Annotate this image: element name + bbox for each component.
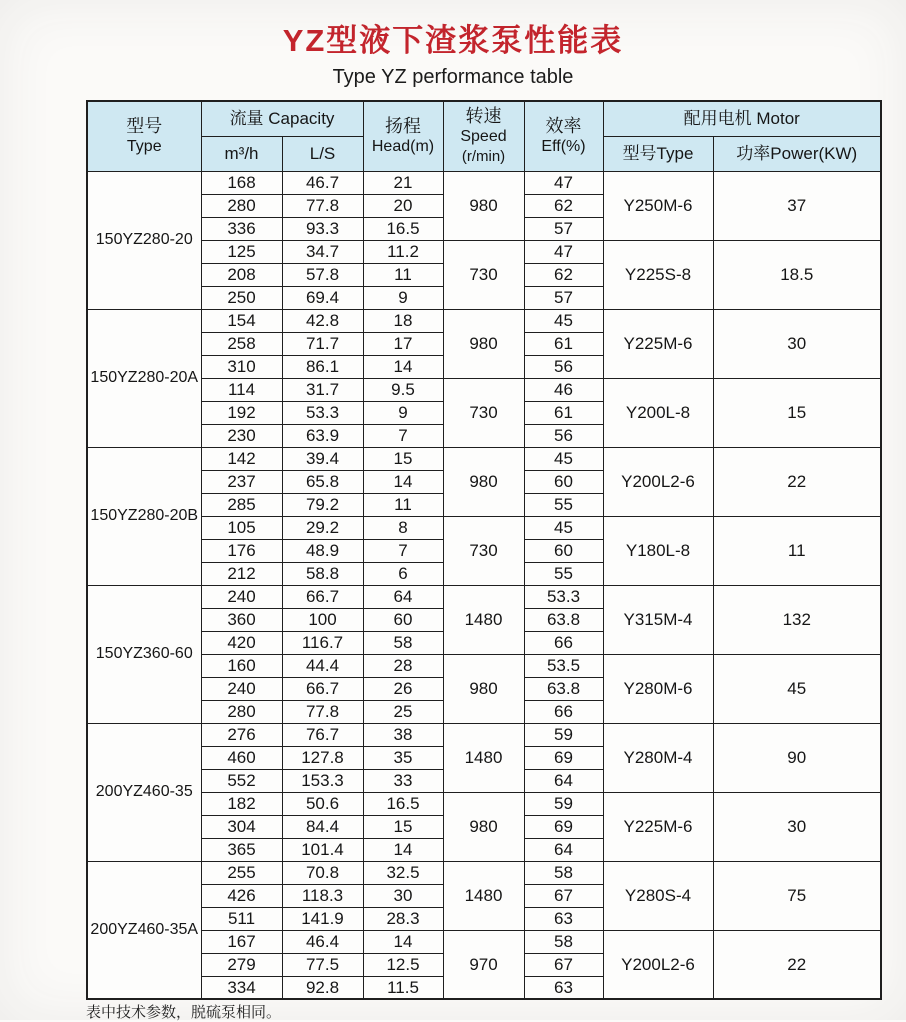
- speed-cell: 1480: [443, 861, 524, 930]
- capacity-m3h-cell: 511: [201, 907, 282, 930]
- motor-power-cell: 30: [713, 792, 881, 861]
- head-cell: 11.5: [363, 976, 443, 999]
- eff-cell: 69: [524, 815, 603, 838]
- header-speed-unit: (r/min): [461, 148, 506, 166]
- capacity-m3h-cell: 160: [201, 654, 282, 677]
- header-head-en: Head(m): [371, 138, 435, 156]
- model-cell: 150YZ280-20B: [87, 447, 201, 585]
- capacity-ls-cell: 153.3: [282, 769, 363, 792]
- motor-type-cell: Y200L2-6: [603, 930, 713, 999]
- model-cell: 150YZ360-60: [87, 585, 201, 723]
- table-row: [87, 654, 881, 677]
- head-cell: 12.5: [363, 953, 443, 976]
- motor-type-cell: Y315M-4: [603, 585, 713, 654]
- capacity-m3h-cell: 334: [201, 976, 282, 999]
- speed-cell: 980: [443, 309, 524, 378]
- eff-cell: 45: [524, 516, 603, 539]
- capacity-ls-cell: 92.8: [282, 976, 363, 999]
- eff-cell: 47: [524, 240, 603, 263]
- speed-cell: 980: [443, 654, 524, 723]
- capacity-ls-cell: 101.4: [282, 838, 363, 861]
- motor-type-cell: Y225M-6: [603, 309, 713, 378]
- eff-cell: 45: [524, 447, 603, 470]
- table-row: [87, 378, 881, 401]
- eff-cell: 63.8: [524, 608, 603, 631]
- capacity-ls-cell: 93.3: [282, 217, 363, 240]
- footnote: 表中技术参数，脱硫泵相同。: [86, 1004, 282, 1021]
- capacity-m3h-cell: 426: [201, 884, 282, 907]
- capacity-ls-cell: 118.3: [282, 884, 363, 907]
- capacity-ls-cell: 66.7: [282, 585, 363, 608]
- capacity-ls-cell: 34.7: [282, 240, 363, 263]
- head-cell: 30: [363, 884, 443, 907]
- motor-type-cell: Y180L-8: [603, 516, 713, 585]
- table-header: [87, 101, 881, 171]
- capacity-ls-cell: 63.9: [282, 424, 363, 447]
- table-row: [87, 516, 881, 539]
- capacity-m3h-cell: 142: [201, 447, 282, 470]
- head-cell: 11.2: [363, 240, 443, 263]
- head-cell: 35: [363, 746, 443, 769]
- capacity-m3h-cell: 154: [201, 309, 282, 332]
- capacity-m3h-cell: 460: [201, 746, 282, 769]
- motor-power-cell: 22: [713, 930, 881, 999]
- model-cell: 150YZ280-20: [87, 171, 201, 309]
- eff-cell: 63: [524, 907, 603, 930]
- capacity-ls-cell: 127.8: [282, 746, 363, 769]
- head-cell: 18: [363, 309, 443, 332]
- motor-power-cell: 11: [713, 516, 881, 585]
- motor-power-cell: 30: [713, 309, 881, 378]
- capacity-m3h-cell: 237: [201, 470, 282, 493]
- table-row: [87, 792, 881, 815]
- header-motor: 配用电机 Motor: [603, 101, 881, 136]
- speed-cell: 1480: [443, 585, 524, 654]
- head-cell: 7: [363, 539, 443, 562]
- capacity-m3h-cell: 258: [201, 332, 282, 355]
- header-type: [87, 101, 201, 171]
- capacity-ls-cell: 84.4: [282, 815, 363, 838]
- eff-cell: 56: [524, 424, 603, 447]
- eff-cell: 69: [524, 746, 603, 769]
- eff-cell: 59: [524, 723, 603, 746]
- motor-power-cell: 132: [713, 585, 881, 654]
- capacity-m3h-cell: 280: [201, 194, 282, 217]
- capacity-m3h-cell: 208: [201, 263, 282, 286]
- capacity-ls-cell: 65.8: [282, 470, 363, 493]
- head-cell: 15: [363, 447, 443, 470]
- head-cell: 38: [363, 723, 443, 746]
- eff-cell: 47: [524, 171, 603, 194]
- capacity-m3h-cell: 365: [201, 838, 282, 861]
- speed-cell: 980: [443, 447, 524, 516]
- capacity-ls-cell: 46.4: [282, 930, 363, 953]
- eff-cell: 61: [524, 332, 603, 355]
- capacity-ls-cell: 71.7: [282, 332, 363, 355]
- capacity-m3h-cell: 176: [201, 539, 282, 562]
- capacity-m3h-cell: 212: [201, 562, 282, 585]
- speed-cell: 1480: [443, 723, 524, 792]
- head-cell: 28: [363, 654, 443, 677]
- head-cell: 14: [363, 470, 443, 493]
- capacity-ls-cell: 42.8: [282, 309, 363, 332]
- capacity-m3h-cell: 192: [201, 401, 282, 424]
- model-cell: 200YZ460-35A: [87, 861, 201, 999]
- capacity-ls-cell: 29.2: [282, 516, 363, 539]
- model-cell: 150YZ280-20A: [87, 309, 201, 447]
- model-cell: 200YZ460-35: [87, 723, 201, 861]
- motor-power-cell: 90: [713, 723, 881, 792]
- capacity-ls-cell: 31.7: [282, 378, 363, 401]
- capacity-ls-cell: 77.8: [282, 700, 363, 723]
- eff-cell: 46: [524, 378, 603, 401]
- capacity-m3h-cell: 255: [201, 861, 282, 884]
- header-capacity-m3h: m³/h: [201, 136, 282, 171]
- head-cell: 58: [363, 631, 443, 654]
- capacity-ls-cell: 44.4: [282, 654, 363, 677]
- motor-power-cell: 37: [713, 171, 881, 240]
- head-cell: 8: [363, 516, 443, 539]
- speed-cell: 730: [443, 240, 524, 309]
- eff-cell: 64: [524, 838, 603, 861]
- head-cell: 26: [363, 677, 443, 700]
- capacity-ls-cell: 77.8: [282, 194, 363, 217]
- eff-cell: 57: [524, 217, 603, 240]
- performance-table-wrap: [86, 100, 882, 1000]
- capacity-m3h-cell: 279: [201, 953, 282, 976]
- eff-cell: 61: [524, 401, 603, 424]
- motor-power-cell: 45: [713, 654, 881, 723]
- head-cell: 16.5: [363, 792, 443, 815]
- head-cell: 9.5: [363, 378, 443, 401]
- table-row: [87, 930, 881, 953]
- header-speed: [443, 101, 524, 171]
- header-eff-en: Eff(%): [541, 138, 586, 156]
- capacity-m3h-cell: 420: [201, 631, 282, 654]
- capacity-ls-cell: 100: [282, 608, 363, 631]
- page-title: YZ型液下渣浆泵性能表: [282, 23, 624, 58]
- speed-cell: 730: [443, 378, 524, 447]
- capacity-ls-cell: 141.9: [282, 907, 363, 930]
- head-cell: 7: [363, 424, 443, 447]
- table-row: [87, 309, 881, 332]
- table-row: [87, 447, 881, 470]
- header-eff: [524, 101, 603, 171]
- motor-power-cell: 18.5: [713, 240, 881, 309]
- head-cell: 64: [363, 585, 443, 608]
- eff-cell: 60: [524, 539, 603, 562]
- head-cell: 9: [363, 401, 443, 424]
- head-cell: 16.5: [363, 217, 443, 240]
- capacity-ls-cell: 76.7: [282, 723, 363, 746]
- head-cell: 11: [363, 263, 443, 286]
- head-cell: 17: [363, 332, 443, 355]
- capacity-m3h-cell: 276: [201, 723, 282, 746]
- head-cell: 14: [363, 355, 443, 378]
- eff-cell: 55: [524, 493, 603, 516]
- table-row: [87, 861, 881, 884]
- head-cell: 25: [363, 700, 443, 723]
- capacity-ls-cell: 48.9: [282, 539, 363, 562]
- motor-type-cell: Y200L-8: [603, 378, 713, 447]
- capacity-m3h-cell: 304: [201, 815, 282, 838]
- motor-type-cell: Y250M-6: [603, 171, 713, 240]
- eff-cell: 64: [524, 769, 603, 792]
- motor-type-cell: Y225M-6: [603, 792, 713, 861]
- head-cell: 14: [363, 930, 443, 953]
- table-body: [87, 171, 881, 999]
- capacity-ls-cell: 57.8: [282, 263, 363, 286]
- eff-cell: 67: [524, 953, 603, 976]
- capacity-ls-cell: 69.4: [282, 286, 363, 309]
- head-cell: 60: [363, 608, 443, 631]
- header-capacity: 流量 Capacity: [201, 101, 363, 136]
- header-head-zh: 扬程: [385, 116, 421, 137]
- head-cell: 21: [363, 171, 443, 194]
- capacity-ls-cell: 70.8: [282, 861, 363, 884]
- eff-cell: 62: [524, 263, 603, 286]
- motor-power-cell: 22: [713, 447, 881, 516]
- capacity-ls-cell: 46.7: [282, 171, 363, 194]
- motor-type-cell: Y200L2-6: [603, 447, 713, 516]
- speed-cell: 980: [443, 792, 524, 861]
- capacity-ls-cell: 53.3: [282, 401, 363, 424]
- speed-cell: 730: [443, 516, 524, 585]
- capacity-m3h-cell: 285: [201, 493, 282, 516]
- header-motor-power: 功率Power(KW): [713, 136, 881, 171]
- motor-power-cell: 75: [713, 861, 881, 930]
- capacity-m3h-cell: 250: [201, 286, 282, 309]
- capacity-ls-cell: 79.2: [282, 493, 363, 516]
- eff-cell: 62: [524, 194, 603, 217]
- head-cell: 11: [363, 493, 443, 516]
- capacity-ls-cell: 58.8: [282, 562, 363, 585]
- head-cell: 14: [363, 838, 443, 861]
- eff-cell: 55: [524, 562, 603, 585]
- eff-cell: 45: [524, 309, 603, 332]
- capacity-ls-cell: 116.7: [282, 631, 363, 654]
- motor-type-cell: Y225S-8: [603, 240, 713, 309]
- eff-cell: 66: [524, 700, 603, 723]
- capacity-m3h-cell: 240: [201, 585, 282, 608]
- header-type-zh: 型号: [126, 116, 163, 137]
- eff-cell: 57: [524, 286, 603, 309]
- eff-cell: 53.3: [524, 585, 603, 608]
- head-cell: 28.3: [363, 907, 443, 930]
- capacity-ls-cell: 86.1: [282, 355, 363, 378]
- header-motor-type: 型号Type: [603, 136, 713, 171]
- table-row: [87, 171, 881, 194]
- header-speed-zh: 转速: [465, 106, 502, 127]
- head-cell: 6: [363, 562, 443, 585]
- capacity-ls-cell: 39.4: [282, 447, 363, 470]
- header-capacity-ls: L/S: [282, 136, 363, 171]
- motor-type-cell: Y280S-4: [603, 861, 713, 930]
- capacity-m3h-cell: 114: [201, 378, 282, 401]
- capacity-m3h-cell: 167: [201, 930, 282, 953]
- motor-type-cell: Y280M-4: [603, 723, 713, 792]
- header-head: [363, 101, 443, 171]
- capacity-m3h-cell: 125: [201, 240, 282, 263]
- title-block: [0, 0, 906, 89]
- capacity-m3h-cell: 280: [201, 700, 282, 723]
- capacity-ls-cell: 77.5: [282, 953, 363, 976]
- header-type-en: Type: [126, 138, 162, 156]
- page-subtitle: Type YZ performance table: [332, 66, 574, 89]
- capacity-m3h-cell: 360: [201, 608, 282, 631]
- eff-cell: 67: [524, 884, 603, 907]
- header-eff-zh: 效率: [545, 116, 582, 137]
- motor-type-cell: Y280M-6: [603, 654, 713, 723]
- eff-cell: 60: [524, 470, 603, 493]
- head-cell: 9: [363, 286, 443, 309]
- eff-cell: 58: [524, 861, 603, 884]
- eff-cell: 59: [524, 792, 603, 815]
- eff-cell: 53.5: [524, 654, 603, 677]
- eff-cell: 63: [524, 976, 603, 999]
- head-cell: 32.5: [363, 861, 443, 884]
- eff-cell: 58: [524, 930, 603, 953]
- eff-cell: 63.8: [524, 677, 603, 700]
- table-row: [87, 723, 881, 746]
- head-cell: 33: [363, 769, 443, 792]
- speed-cell: 970: [443, 930, 524, 999]
- capacity-ls-cell: 66.7: [282, 677, 363, 700]
- capacity-m3h-cell: 552: [201, 769, 282, 792]
- head-cell: 20: [363, 194, 443, 217]
- capacity-m3h-cell: 336: [201, 217, 282, 240]
- capacity-m3h-cell: 105: [201, 516, 282, 539]
- table-row: [87, 585, 881, 608]
- header-speed-en: Speed: [460, 128, 507, 146]
- eff-cell: 56: [524, 355, 603, 378]
- performance-table: [86, 100, 882, 1000]
- capacity-m3h-cell: 168: [201, 171, 282, 194]
- table-row: [87, 240, 881, 263]
- motor-power-cell: 15: [713, 378, 881, 447]
- eff-cell: 66: [524, 631, 603, 654]
- capacity-m3h-cell: 310: [201, 355, 282, 378]
- capacity-m3h-cell: 230: [201, 424, 282, 447]
- capacity-ls-cell: 50.6: [282, 792, 363, 815]
- capacity-m3h-cell: 182: [201, 792, 282, 815]
- capacity-m3h-cell: 240: [201, 677, 282, 700]
- speed-cell: 980: [443, 171, 524, 240]
- head-cell: 15: [363, 815, 443, 838]
